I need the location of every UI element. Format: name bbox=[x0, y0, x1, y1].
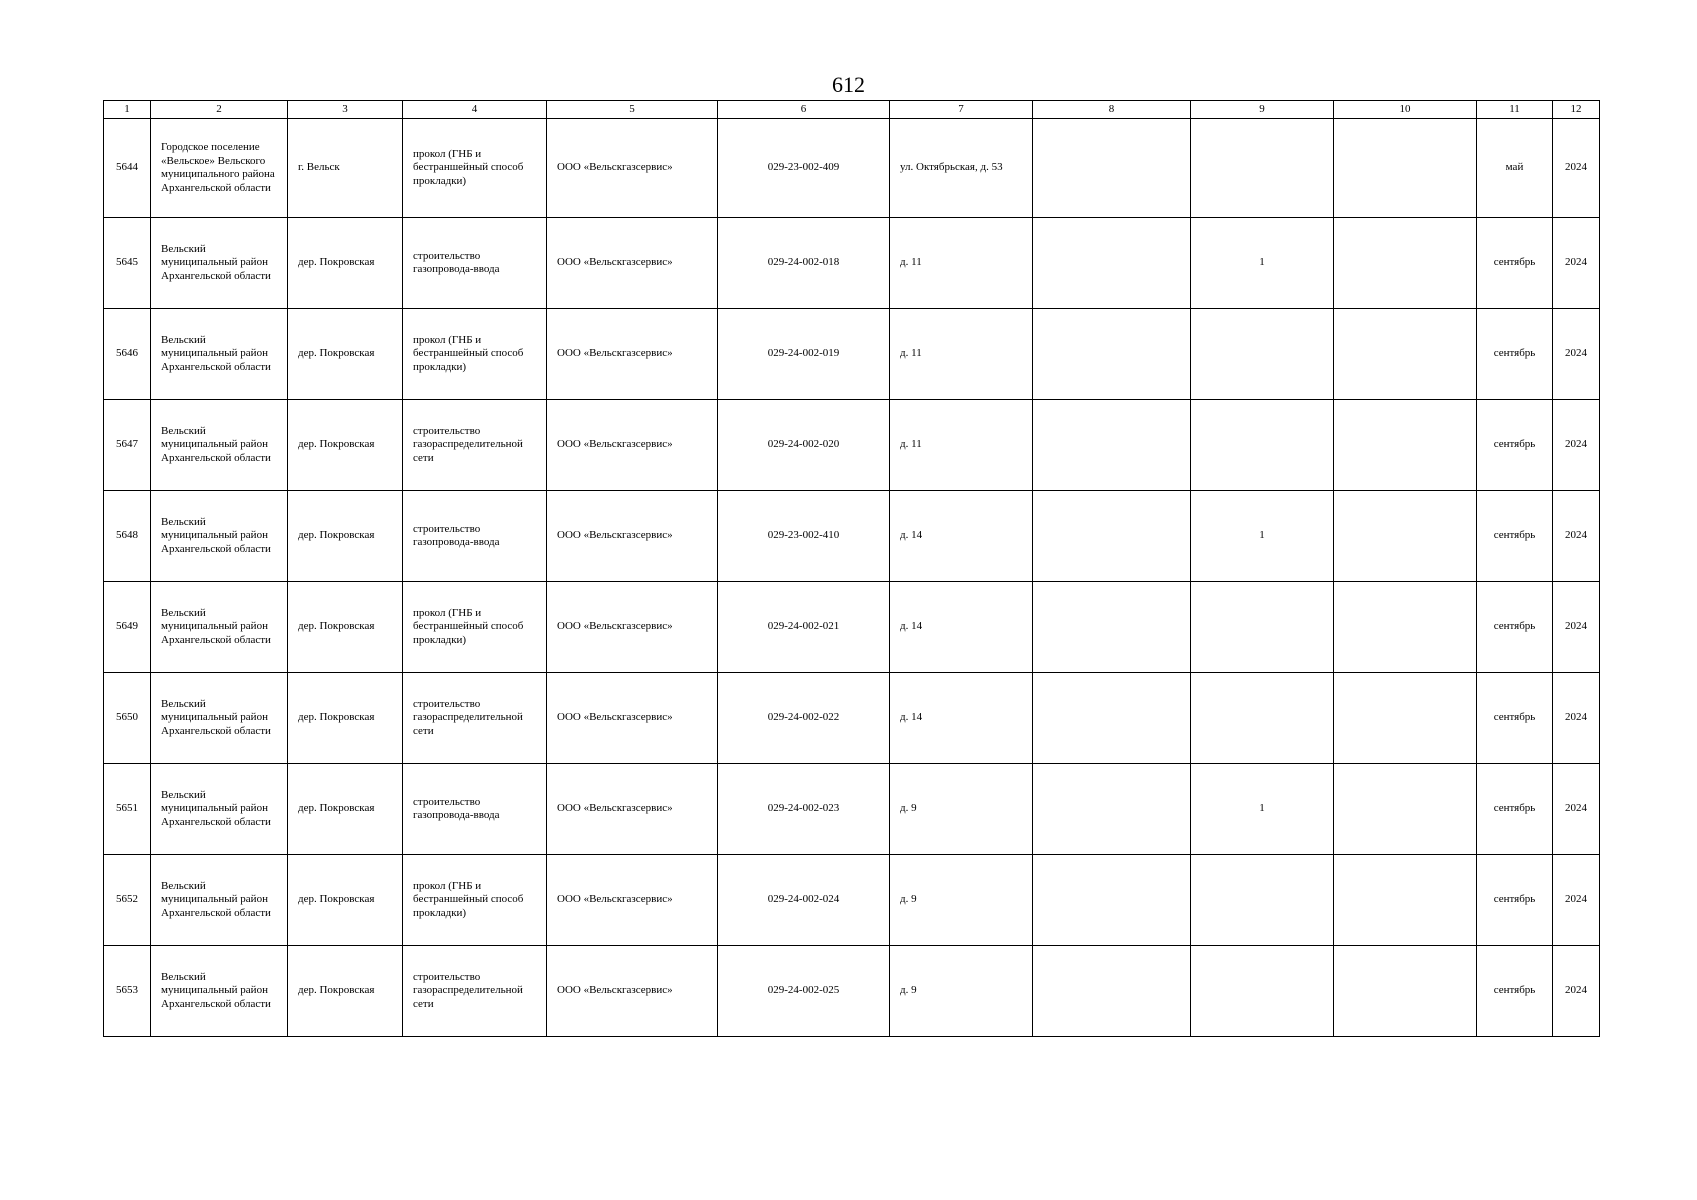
cell-month: сентябрь bbox=[1477, 491, 1553, 582]
cell-address: д. 11 bbox=[890, 218, 1033, 309]
cell-month: сентябрь bbox=[1477, 309, 1553, 400]
cell-year: 2024 bbox=[1553, 119, 1600, 218]
cell-col10 bbox=[1334, 946, 1477, 1037]
cell-municipality: Вельский муниципальный район Архангельской области bbox=[151, 400, 288, 491]
cell-address: д. 9 bbox=[890, 855, 1033, 946]
cell-address: д. 9 bbox=[890, 946, 1033, 1037]
cell-col9: 1 bbox=[1191, 218, 1334, 309]
cell-work-type: строительство газораспределительной сети bbox=[403, 673, 547, 764]
cell-month: сентябрь bbox=[1477, 673, 1553, 764]
cell-address: д. 11 bbox=[890, 309, 1033, 400]
cell-col8 bbox=[1033, 309, 1191, 400]
page-number: 612 bbox=[832, 72, 865, 97]
table-row bbox=[104, 309, 1600, 400]
column-header: 12 bbox=[1553, 101, 1600, 119]
cell-col8 bbox=[1033, 218, 1191, 309]
cell-col8 bbox=[1033, 400, 1191, 491]
cell-col9 bbox=[1191, 673, 1334, 764]
cell-settlement: дер. Покровская bbox=[288, 491, 403, 582]
cell-col9: 1 bbox=[1191, 764, 1334, 855]
cell-number: 5653 bbox=[104, 946, 151, 1037]
cell-month: сентябрь bbox=[1477, 582, 1553, 673]
cell-col9 bbox=[1191, 946, 1334, 1037]
cell-work-type: прокол (ГНБ и бестраншейный способ прокладки) bbox=[403, 582, 547, 673]
cell-col9: 1 bbox=[1191, 491, 1334, 582]
cell-number: 5647 bbox=[104, 400, 151, 491]
cell-settlement: дер. Покровская bbox=[288, 582, 403, 673]
cell-settlement: дер. Покровская bbox=[288, 309, 403, 400]
cell-address: д. 9 bbox=[890, 764, 1033, 855]
table-row bbox=[104, 491, 1600, 582]
cell-col8 bbox=[1033, 946, 1191, 1037]
cell-municipality: Вельский муниципальный район Архангельской области bbox=[151, 764, 288, 855]
cell-work-type: строительство газопровода-ввода bbox=[403, 764, 547, 855]
cell-year: 2024 bbox=[1553, 400, 1600, 491]
table-row bbox=[104, 673, 1600, 764]
cell-settlement: дер. Покровская bbox=[288, 764, 403, 855]
column-header: 8 bbox=[1033, 101, 1191, 119]
cell-address: д. 14 bbox=[890, 491, 1033, 582]
cell-number: 5650 bbox=[104, 673, 151, 764]
cell-year: 2024 bbox=[1553, 673, 1600, 764]
cell-month: сентябрь bbox=[1477, 218, 1553, 309]
cell-col9 bbox=[1191, 119, 1334, 218]
cell-code: 029-24-002-020 bbox=[718, 400, 890, 491]
cell-month: май bbox=[1477, 119, 1553, 218]
cell-number: 5649 bbox=[104, 582, 151, 673]
column-header: 5 bbox=[547, 101, 718, 119]
column-header: 7 bbox=[890, 101, 1033, 119]
cell-col8 bbox=[1033, 855, 1191, 946]
cell-address: д. 11 bbox=[890, 400, 1033, 491]
cell-settlement: дер. Покровская bbox=[288, 218, 403, 309]
cell-month: сентябрь bbox=[1477, 400, 1553, 491]
cell-code: 029-24-002-023 bbox=[718, 764, 890, 855]
cell-municipality: Вельский муниципальный район Архангельской области bbox=[151, 491, 288, 582]
cell-code: 029-24-002-024 bbox=[718, 855, 890, 946]
cell-organization: ООО «Вельскгазсервис» bbox=[547, 309, 718, 400]
column-header: 9 bbox=[1191, 101, 1334, 119]
cell-col8 bbox=[1033, 673, 1191, 764]
cell-municipality: Вельский муниципальный район Архангельской области bbox=[151, 218, 288, 309]
cell-code: 029-24-002-018 bbox=[718, 218, 890, 309]
cell-organization: ООО «Вельскгазсервис» bbox=[547, 491, 718, 582]
column-header: 1 bbox=[104, 101, 151, 119]
cell-col8 bbox=[1033, 582, 1191, 673]
cell-col8 bbox=[1033, 491, 1191, 582]
cell-settlement: дер. Покровская bbox=[288, 946, 403, 1037]
cell-year: 2024 bbox=[1553, 218, 1600, 309]
cell-col10 bbox=[1334, 764, 1477, 855]
table-row bbox=[104, 855, 1600, 946]
cell-organization: ООО «Вельскгазсервис» bbox=[547, 946, 718, 1037]
header-row bbox=[104, 101, 1600, 119]
column-header: 2 bbox=[151, 101, 288, 119]
table-row bbox=[104, 946, 1600, 1037]
cell-address: д. 14 bbox=[890, 673, 1033, 764]
table-row bbox=[104, 119, 1600, 218]
cell-work-type: строительство газопровода-ввода bbox=[403, 491, 547, 582]
column-header: 3 bbox=[288, 101, 403, 119]
cell-col9 bbox=[1191, 400, 1334, 491]
cell-month: сентябрь bbox=[1477, 855, 1553, 946]
table-row bbox=[104, 582, 1600, 673]
cell-municipality: Вельский муниципальный район Архангельской области bbox=[151, 582, 288, 673]
cell-settlement: г. Вельск bbox=[288, 119, 403, 218]
cell-settlement: дер. Покровская bbox=[288, 673, 403, 764]
cell-organization: ООО «Вельскгазсервис» bbox=[547, 218, 718, 309]
table-row bbox=[104, 400, 1600, 491]
cell-year: 2024 bbox=[1553, 946, 1600, 1037]
cell-month: сентябрь bbox=[1477, 764, 1553, 855]
cell-year: 2024 bbox=[1553, 855, 1600, 946]
cell-number: 5648 bbox=[104, 491, 151, 582]
register-table bbox=[103, 100, 1600, 1037]
cell-code: 029-24-002-021 bbox=[718, 582, 890, 673]
cell-code: 029-24-002-019 bbox=[718, 309, 890, 400]
cell-col8 bbox=[1033, 764, 1191, 855]
table-body bbox=[104, 119, 1600, 1037]
cell-work-type: прокол (ГНБ и бестраншейный способ прокладки) bbox=[403, 855, 547, 946]
cell-work-type: прокол (ГНБ и бестраншейный способ прокладки) bbox=[403, 309, 547, 400]
cell-code: 029-23-002-410 bbox=[718, 491, 890, 582]
cell-work-type: строительство газопровода-ввода bbox=[403, 218, 547, 309]
cell-organization: ООО «Вельскгазсервис» bbox=[547, 119, 718, 218]
cell-code: 029-23-002-409 bbox=[718, 119, 890, 218]
cell-col10 bbox=[1334, 309, 1477, 400]
column-header: 4 bbox=[403, 101, 547, 119]
cell-number: 5651 bbox=[104, 764, 151, 855]
cell-number: 5645 bbox=[104, 218, 151, 309]
cell-organization: ООО «Вельскгазсервис» bbox=[547, 673, 718, 764]
cell-organization: ООО «Вельскгазсервис» bbox=[547, 582, 718, 673]
cell-number: 5644 bbox=[104, 119, 151, 218]
cell-address: ул. Октябрьская, д. 53 bbox=[890, 119, 1033, 218]
cell-municipality: Городское поселение «Вельское» Вельского муниципального района Архангельской области bbox=[151, 119, 288, 218]
cell-address: д. 14 bbox=[890, 582, 1033, 673]
cell-col10 bbox=[1334, 491, 1477, 582]
cell-number: 5652 bbox=[104, 855, 151, 946]
column-header: 6 bbox=[718, 101, 890, 119]
cell-work-type: строительство газораспределительной сети bbox=[403, 946, 547, 1037]
cell-col10 bbox=[1334, 218, 1477, 309]
cell-col9 bbox=[1191, 309, 1334, 400]
cell-year: 2024 bbox=[1553, 309, 1600, 400]
cell-number: 5646 bbox=[104, 309, 151, 400]
cell-col9 bbox=[1191, 855, 1334, 946]
cell-year: 2024 bbox=[1553, 764, 1600, 855]
table-row bbox=[104, 764, 1600, 855]
cell-col10 bbox=[1334, 855, 1477, 946]
cell-settlement: дер. Покровская bbox=[288, 855, 403, 946]
cell-organization: ООО «Вельскгазсервис» bbox=[547, 764, 718, 855]
cell-code: 029-24-002-022 bbox=[718, 673, 890, 764]
cell-col10 bbox=[1334, 119, 1477, 218]
cell-organization: ООО «Вельскгазсервис» bbox=[547, 400, 718, 491]
table-row bbox=[104, 218, 1600, 309]
cell-month: сентябрь bbox=[1477, 946, 1553, 1037]
cell-col8 bbox=[1033, 119, 1191, 218]
column-header: 11 bbox=[1477, 101, 1553, 119]
cell-col9 bbox=[1191, 582, 1334, 673]
cell-col10 bbox=[1334, 673, 1477, 764]
cell-col10 bbox=[1334, 400, 1477, 491]
cell-municipality: Вельский муниципальный район Архангельской области bbox=[151, 855, 288, 946]
cell-code: 029-24-002-025 bbox=[718, 946, 890, 1037]
cell-municipality: Вельский муниципальный район Архангельской области bbox=[151, 673, 288, 764]
cell-municipality: Вельский муниципальный район Архангельской области bbox=[151, 946, 288, 1037]
cell-work-type: прокол (ГНБ и бестраншейный способ прокладки) bbox=[403, 119, 547, 218]
cell-municipality: Вельский муниципальный район Архангельской области bbox=[151, 309, 288, 400]
cell-organization: ООО «Вельскгазсервис» bbox=[547, 855, 718, 946]
cell-year: 2024 bbox=[1553, 582, 1600, 673]
cell-settlement: дер. Покровская bbox=[288, 400, 403, 491]
cell-year: 2024 bbox=[1553, 491, 1600, 582]
column-header: 10 bbox=[1334, 101, 1477, 119]
cell-col10 bbox=[1334, 582, 1477, 673]
cell-work-type: строительство газораспределительной сети bbox=[403, 400, 547, 491]
